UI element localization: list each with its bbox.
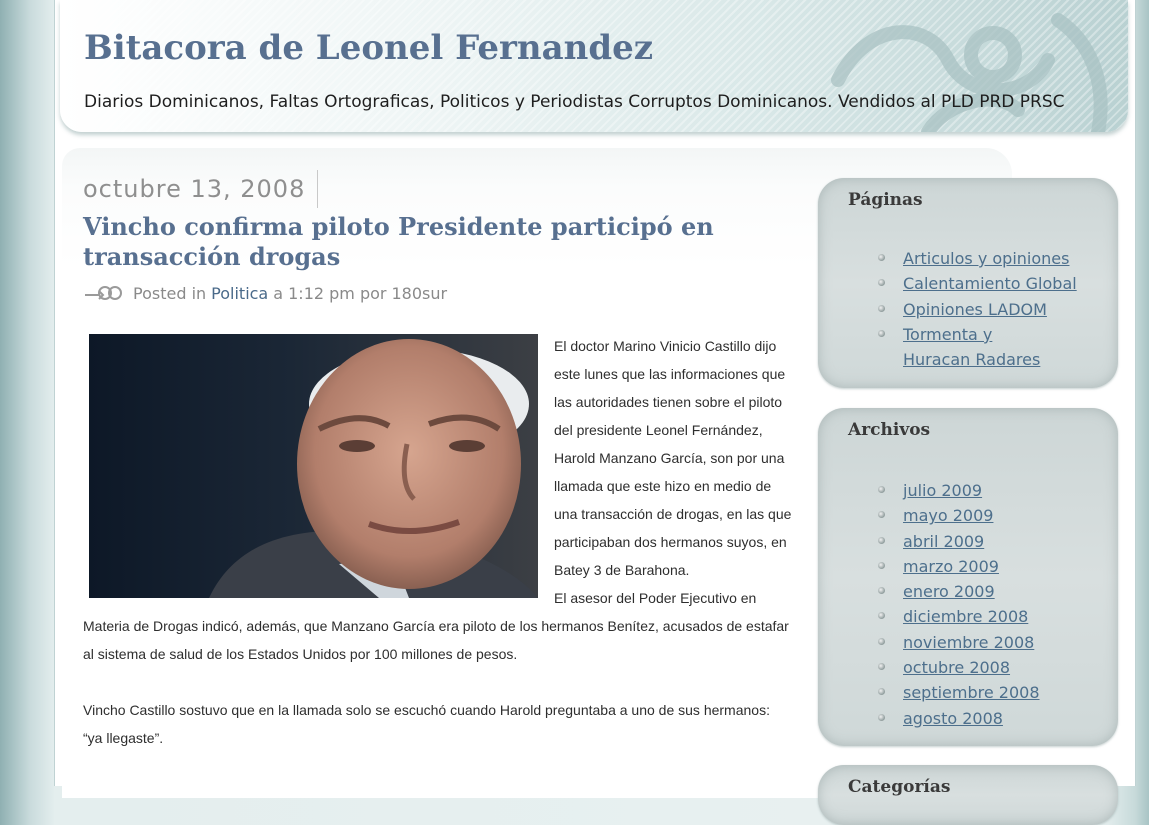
- sidebar-categories-widget: [818, 765, 1118, 825]
- archive-link[interactable]: enero 2009: [903, 582, 995, 602]
- posted-in-ornament-icon: [83, 283, 127, 303]
- post-meta: [83, 281, 793, 305]
- category-link[interactable]: Politica: [211, 283, 269, 303]
- blog-title[interactable]: Bitacora de Leonel Fernandez: [84, 28, 654, 68]
- page-link-calentamiento[interactable]: Calentamiento Global: [903, 274, 1077, 294]
- post-time: a 1:12 pm por: [273, 283, 387, 303]
- post-title[interactable]: Vincho confirma piloto Presidente participó en transacción drogas: [83, 212, 714, 271]
- list-item: [876, 271, 1077, 296]
- portrait-illustration: [89, 334, 538, 598]
- sidebar-heading: Categorías: [848, 777, 951, 797]
- list-item: [876, 297, 1077, 322]
- archive-link[interactable]: mayo 2009: [903, 506, 994, 526]
- archive-link[interactable]: marzo 2009: [903, 556, 999, 576]
- archive-link[interactable]: octubre 2008: [903, 658, 1011, 678]
- list-item: [876, 630, 1040, 655]
- list-item: [876, 554, 1040, 579]
- list-item: [876, 246, 1077, 271]
- posted-in-label: Posted in: [133, 283, 207, 303]
- list-item: [876, 322, 1063, 373]
- archive-link[interactable]: agosto 2008: [903, 708, 1003, 728]
- sidebar-archives-widget: [818, 408, 1118, 746]
- archive-link[interactable]: julio 2009: [903, 481, 983, 500]
- list-item: [876, 680, 1040, 705]
- archive-link[interactable]: abril 2009: [903, 531, 985, 551]
- page-link-opiniones[interactable]: Opiniones LADOM: [903, 299, 1047, 319]
- list-item: [876, 604, 1040, 629]
- post-date: octubre 13, 2008: [83, 170, 318, 208]
- list-item: [876, 503, 1040, 528]
- archive-link[interactable]: diciembre 2008: [903, 607, 1029, 627]
- site-header: [60, 0, 1128, 132]
- page-link-tormenta[interactable]: Tormenta y Huracan Radares: [903, 324, 1041, 370]
- header-ornament: [808, 0, 1128, 132]
- list-item: [876, 478, 1040, 503]
- sidebar-heading: Páginas: [848, 190, 923, 210]
- post-header: [83, 170, 793, 305]
- list-item: [876, 529, 1040, 554]
- sidebar-pages-widget: [818, 178, 1118, 388]
- list-item: [876, 655, 1040, 680]
- post-paragraph: El asesor del Poder Ejecutivo en Materia de Drogas indicó, además, que Manzano García era piloto de los hermanos Benítez, acusados de estafar al sistema de salud de los Estados Unidos por 100 millones de pesos.: [83, 590, 789, 662]
- blog-description: Diarios Dominicanos, Faltas Ortograficas, Politicos y Periodistas Corruptos Dominicanos. Vendidos al PLD PRD PRSC: [84, 92, 1065, 112]
- archives-list: [876, 478, 1040, 731]
- list-item: [876, 706, 1040, 731]
- post-author: 180sur: [391, 283, 448, 303]
- post-body: [83, 332, 793, 752]
- archive-link[interactable]: noviembre 2008: [903, 632, 1035, 652]
- post-photo: [89, 334, 538, 598]
- post-paragraph: Vincho Castillo sostuvo que en la llamada solo se escuchó cuando Harold preguntaba a uno de sus hermanos: “ya llegaste”.: [83, 702, 770, 746]
- post-paragraph: El doctor Marino Vinicio Castillo dijo este lunes que las informaciones que las autoridades tienen sobre el piloto del presidente Leonel Fernández, Harold Manzano García, son por una llamada que este hizo en medio de una transacción de drogas, en las que participaban dos hermanos suyos, en Batey 3 de Barahona.: [554, 338, 792, 578]
- pages-list: [876, 246, 1077, 372]
- list-item: [876, 579, 1040, 604]
- page-link-articulos[interactable]: Articulos y opiniones: [903, 249, 1070, 268]
- sidebar-heading: Archivos: [848, 420, 931, 440]
- archive-link[interactable]: septiembre 2008: [903, 683, 1040, 703]
